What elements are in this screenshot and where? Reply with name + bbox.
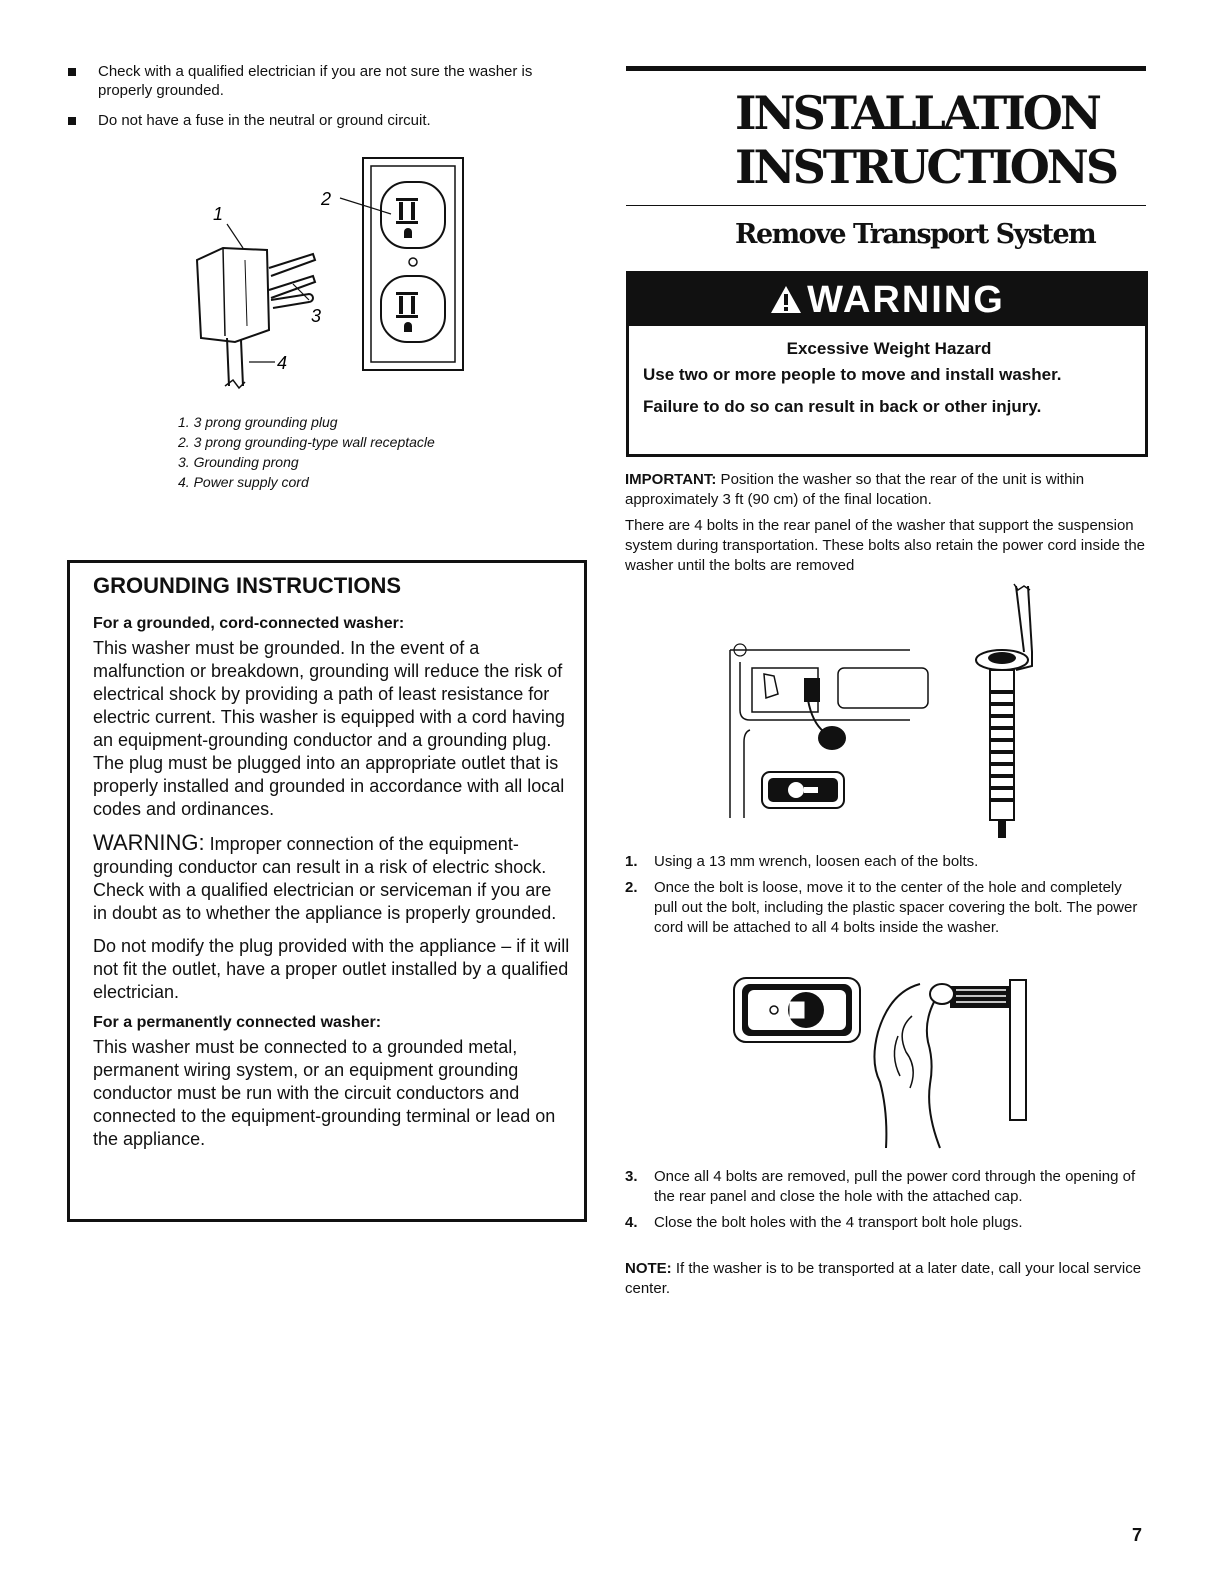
- callout-2: 2: [321, 189, 332, 209]
- warning-label: WARNING:: [93, 830, 205, 855]
- bullet-square-icon: [68, 117, 76, 125]
- bullet-item: Do not have a fuse in the neutral or ground circuit.: [68, 111, 568, 130]
- rear-panel-bolt-illustration: [720, 582, 1080, 842]
- figure-legend: [178, 412, 435, 492]
- note-paragraph: NOTE: If the washer is to be transported at a later date, call your local service center.: [625, 1260, 1142, 1297]
- bolt-removal-hand-illustration: [720, 972, 1050, 1150]
- steps-list-a: [625, 852, 1145, 944]
- section-divider: [626, 205, 1146, 206]
- bolts-paragraph: There are 4 bolts in the rear panel of the washer that support the suspension system during transportation. These bolts also retain the power cord inside the washer until the bolts are removed: [625, 517, 1146, 574]
- grounding-paragraph: This washer must be grounded. In the event of a malfunction or breakdown, grounding will reduce the risk of electrical shock by providing a path of least resistance for electric current. This washer is equipped with a cord having an equipment-grounding conductor and a grounding plug. The plug must be plugged into an appropriate outlet that is properly installed and grounded in accordance with all local codes and ordinances.: [93, 638, 565, 819]
- step-item: 3. Once all 4 bolts are removed, pull the power cord through the opening of the rear panel and close the hole with the attached cap.: [625, 1168, 1136, 1205]
- section-title: Remove Transport System: [735, 219, 1096, 250]
- grounding-warning-paragraph: WARNING: Improper connection of the equipment-grounding conductor can result in a risk of electric shock. Check with a qualified electrician or serviceman if you are in doubt as to whether the appliance is properly grounded.: [93, 830, 557, 923]
- grounding-subheading-permanent: For a permanently connected washer:: [93, 1014, 382, 1031]
- warning-header: WARNING: [629, 274, 1145, 326]
- warning-box: [626, 271, 1148, 457]
- legend-item: 1. 3 prong grounding plug: [178, 414, 338, 430]
- bullet-square-icon: [68, 68, 76, 76]
- steps-list-b: [625, 1167, 1145, 1239]
- grounding-plug-receptacle-illustration: [185, 150, 485, 410]
- grounding-instructions-box: [67, 560, 587, 1222]
- callout-3: 3: [311, 306, 322, 326]
- step-item: 1. Using a 13 mm wrench, loosen each of the bolts.: [625, 853, 979, 870]
- grounding-paragraph: Do not modify the plug provided with the appliance – if it will not fit the outlet, have a proper outlet installed by a qualified electrician.: [93, 936, 570, 1002]
- legend-item: 2. 3 prong grounding-type wall receptacle: [178, 434, 435, 450]
- warning-line: Failure to do so can result in back or other injury.: [643, 397, 1042, 416]
- bullet-item: Check with a qualified electrician if you are not sure the washer is properly grounded.: [68, 62, 568, 100]
- legend-item: 3. Grounding prong: [178, 454, 299, 470]
- hazard-title: Excessive Weight Hazard: [786, 339, 992, 358]
- warning-line: Use two or more people to move and install washer.: [643, 365, 1062, 384]
- grounding-title: GROUNDING INSTRUCTIONS: [93, 573, 401, 598]
- header-rule: [626, 66, 1146, 71]
- callout-1: 1: [213, 204, 224, 224]
- grounding-paragraph: This washer must be connected to a grounded metal, permanent wiring system, or an equipment grounding conductor must be run with the circuit conductors and connected to the equipment-grounding terminal or lead on the appliance.: [93, 1037, 556, 1149]
- step-item: 4. Close the bolt holes with the 4 transport bolt hole plugs.: [625, 1214, 1023, 1231]
- legend-item: 4. Power supply cord: [178, 474, 309, 490]
- page-number: 7: [1132, 1525, 1143, 1545]
- callout-4: 4: [277, 353, 288, 373]
- warning-triangle-icon: [769, 284, 803, 316]
- important-paragraph: IMPORTANT: Position the washer so that the rear of the unit is within approximately 3 ft (90 cm) of the final location.: [625, 471, 1085, 508]
- step-item: 2. Once the bolt is loose, move it to the center of the hole and completely pull out the bolt, including the plastic spacer covering the bolt. The power cord will be attached to all 4 bolts inside the washer.: [625, 879, 1138, 936]
- page-title: INSTALLATION INSTRUCTIONS: [735, 86, 1117, 194]
- grounding-subheading-cord: For a grounded, cord-connected washer:: [93, 615, 405, 632]
- top-bullet-list: [68, 62, 568, 141]
